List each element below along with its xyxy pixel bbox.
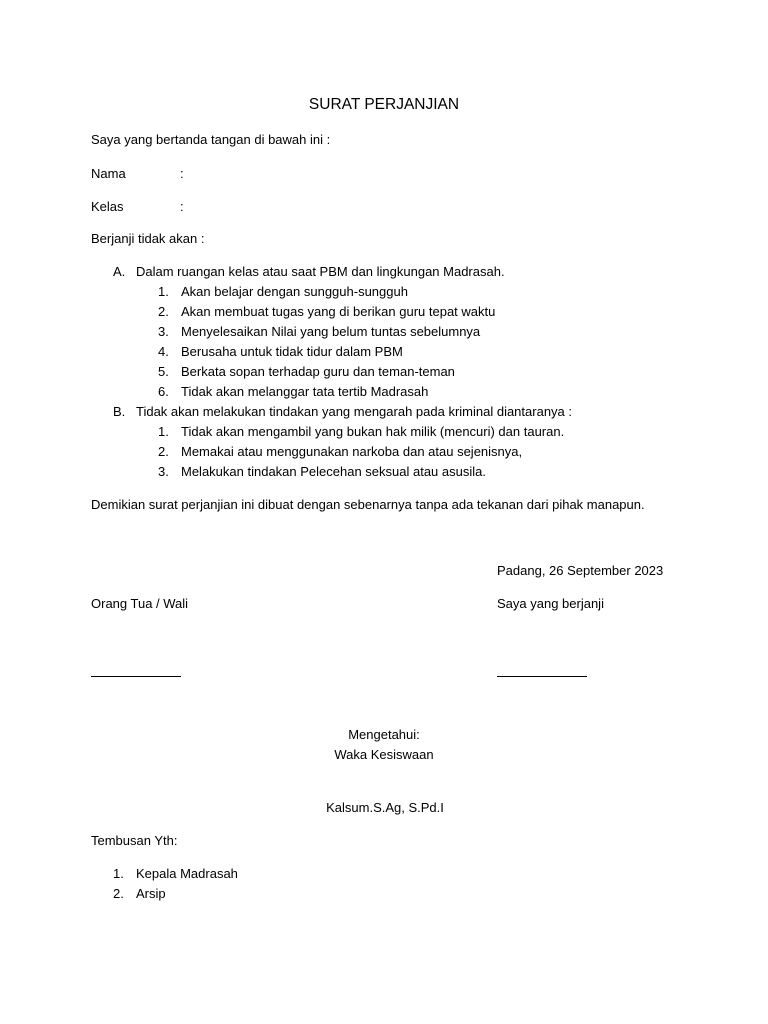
list-item-text: Berkata sopan terhadap guru dan teman-teman	[181, 364, 455, 379]
field-name-label: Nama	[91, 166, 126, 181]
list-item-number: 5.	[158, 364, 169, 379]
closing-text: Demikian surat perjanjian ini dibuat dengan sebenarnya tanpa ada tekanan dari pihak manapun.	[91, 497, 645, 512]
list-item-number: 3.	[158, 324, 169, 339]
list-item-number: 3.	[158, 464, 169, 479]
list-item	[158, 384, 428, 400]
list-item	[158, 284, 408, 300]
section-a-marker: A.	[113, 264, 126, 279]
list-item	[158, 344, 403, 360]
document-title: SURAT PERJANJIAN	[308, 96, 460, 113]
section-b-text: Tidak akan melakukan tindakan yang mengarah pada kriminal diantaranya :	[136, 404, 573, 419]
student-signature-label: Saya yang berjanji	[497, 596, 604, 611]
list-item	[158, 304, 495, 320]
list-item-number: 6.	[158, 384, 169, 399]
list-item-text: Berusaha untuk tidak tidur dalam PBM	[181, 344, 403, 359]
list-item	[158, 444, 522, 460]
cc-heading: Tembusan Yth:	[91, 833, 178, 848]
list-item	[158, 364, 455, 380]
list-item-text: Akan belajar dengan sungguh-sungguh	[181, 284, 408, 299]
list-item-number: 2.	[158, 304, 169, 319]
promise-heading: Berjanji tidak akan :	[91, 231, 205, 246]
intro-text: Saya yang bertanda tangan di bawah ini :	[91, 132, 331, 147]
list-item	[113, 866, 238, 882]
list-item-number: 1.	[158, 284, 169, 299]
field-class-colon: :	[180, 199, 184, 214]
parent-signature-line	[91, 676, 181, 677]
list-item	[158, 424, 564, 440]
field-class-label: Kelas	[91, 199, 124, 214]
section-a-text: Dalam ruangan kelas atau saat PBM dan lingkungan Madrasah.	[136, 264, 505, 279]
list-item-number: 1.	[113, 866, 124, 881]
list-item-number: 1.	[158, 424, 169, 439]
list-item-text: Tidak akan mengambil yang bukan hak milik (mencuri) dan tauran.	[181, 424, 565, 439]
list-item-text: Melakukan tindakan Pelecehan seksual atau asusila.	[181, 464, 486, 479]
student-signature-line	[497, 676, 587, 677]
section-b	[113, 404, 572, 420]
section-a	[113, 264, 505, 280]
parent-signature-label: Orang Tua / Wali	[91, 596, 189, 611]
place-date: Padang, 26 September 2023	[497, 563, 664, 578]
acknowledged-label: Mengetahui:	[348, 727, 420, 742]
list-item	[158, 464, 486, 480]
list-item	[113, 886, 166, 902]
field-name-colon: :	[180, 166, 184, 181]
list-item-text: Arsip	[136, 886, 166, 901]
list-item-number: 2.	[113, 886, 124, 901]
list-item-text: Tidak akan melanggar tata tertib Madrasah	[181, 384, 429, 399]
list-item-number: 4.	[158, 344, 169, 359]
list-item-text: Menyelesaikan Nilai yang belum tuntas sebelumnya	[181, 324, 481, 339]
list-item-text: Akan membuat tugas yang di berikan guru tepat waktu	[181, 304, 496, 319]
acknowledger-name: Kalsum.S.Ag, S.Pd.I	[326, 800, 444, 815]
list-item	[158, 324, 480, 340]
list-item-text: Memakai atau menggunakan narkoba dan atau sejenisnya,	[181, 444, 523, 459]
list-item-text: Kepala Madrasah	[136, 866, 238, 881]
list-item-number: 2.	[158, 444, 169, 459]
acknowledger-title: Waka Kesiswaan	[334, 747, 434, 762]
section-b-marker: B.	[113, 404, 126, 419]
